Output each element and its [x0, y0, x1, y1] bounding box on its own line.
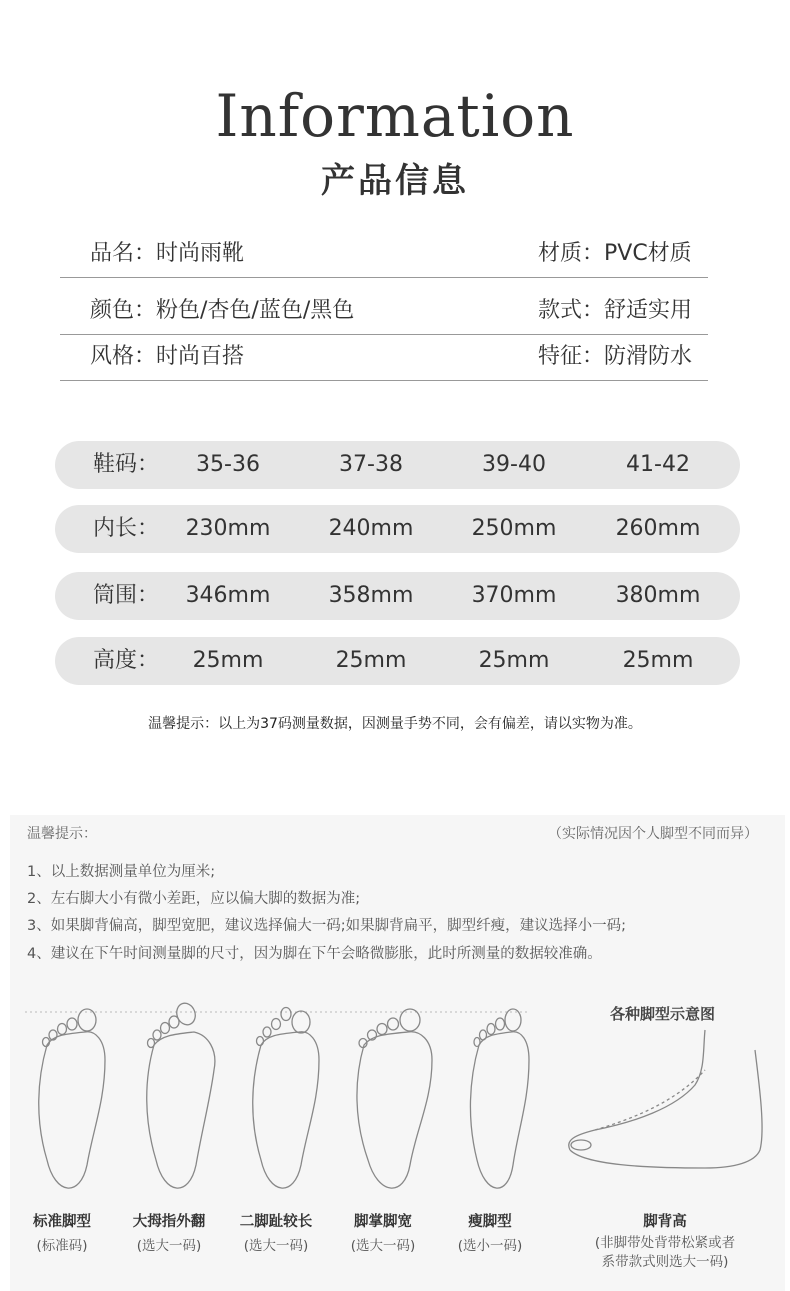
size-cell: 25mm — [192, 648, 264, 673]
foot-label-arch: 脚背高 — [643, 1214, 687, 1230]
size-cell: 25mm — [622, 648, 694, 673]
info-name: 品名：时尚雨靴 — [90, 241, 245, 266]
size-cell: 240mm — [328, 516, 414, 541]
arch-sub-line: (非脚带处背带松紧或者 — [594, 1235, 736, 1251]
info-fashion: 风格：时尚百搭 — [90, 344, 245, 369]
foot-sub-arch — [570, 1234, 760, 1272]
foot-label: 脚掌脚宽 — [354, 1214, 412, 1230]
foot-high-arch-icon — [569, 1030, 762, 1168]
foot-sub: (选大一码) — [243, 1238, 309, 1254]
tips-aside: （实际情况因个人脚型不同而异） — [548, 826, 758, 842]
size-cell: 250mm — [471, 516, 557, 541]
foot-sub: (选大一码) — [136, 1238, 202, 1254]
info-color: 颜色：粉色/杏色/蓝色/黑色 — [90, 298, 355, 323]
foot-label: 大拇指外翻 — [132, 1214, 206, 1230]
size-cell: 358mm — [328, 583, 414, 608]
size-cell: 260mm — [615, 516, 701, 541]
size-row-label: 内长： — [93, 516, 160, 541]
foot-wide-icon — [357, 1009, 432, 1188]
title-chinese: 产品信息 — [321, 161, 469, 201]
tip-item: 4、建议在下午时间测量脚的尺寸，因为脚在下午会略微膨胀，此时所测量的数据较准确。 — [27, 946, 602, 962]
foot-slim-icon — [470, 1009, 529, 1188]
size-cell: 370mm — [471, 583, 557, 608]
diagram-title: 各种脚型示意图 — [609, 1005, 715, 1023]
tip-item: 1、以上数据测量单位为厘米; — [27, 864, 216, 880]
size-cell: 37-38 — [339, 452, 403, 477]
foot-label: 标准脚型 — [33, 1214, 91, 1230]
size-cell: 25mm — [335, 648, 407, 673]
foot-bunion-icon — [147, 1001, 215, 1189]
size-row-label: 筒围： — [93, 583, 160, 608]
size-row-shoe-size — [55, 441, 740, 489]
size-cell: 230mm — [185, 516, 271, 541]
info-row — [60, 288, 708, 335]
info-material: 材质：PVC材质 — [538, 241, 692, 266]
foot-standard-icon — [39, 1009, 105, 1188]
size-cell: 25mm — [478, 648, 550, 673]
size-cell: 41-42 — [626, 452, 690, 477]
tips-heading: 温馨提示： — [27, 826, 97, 842]
foot-sub: (标准码) — [36, 1238, 88, 1254]
info-row — [60, 231, 708, 278]
arch-sub-line: 系带款式则选大一码) — [601, 1254, 729, 1270]
foot-sub: (选大一码) — [350, 1238, 416, 1254]
size-note: 温馨提示：以上为37码测量数据，因测量手势不同，会有偏差，请以实物为准。 — [148, 716, 642, 732]
title-english: Information — [215, 82, 575, 150]
foot-sub: (选小一码) — [457, 1238, 523, 1254]
size-cell: 39-40 — [482, 452, 546, 477]
size-row-circumference — [55, 572, 740, 620]
info-feature: 特征：防滑防水 — [538, 344, 693, 369]
size-row-inner-length — [55, 505, 740, 553]
info-row — [60, 334, 708, 381]
foot-label: 瘦脚型 — [468, 1214, 512, 1230]
size-cell: 35-36 — [196, 452, 260, 477]
size-cell: 380mm — [615, 583, 701, 608]
size-row-label: 高度： — [93, 648, 160, 673]
info-style: 款式：舒适实用 — [538, 298, 693, 323]
tip-item: 2、左右脚大小有微小差距，应以偏大脚的数据为准; — [27, 891, 361, 907]
foot-label: 二脚趾较长 — [239, 1214, 313, 1230]
size-row-label: 鞋码： — [93, 452, 160, 477]
size-row-height — [55, 637, 740, 685]
size-cell: 346mm — [185, 583, 271, 608]
foot-long-second-toe-icon — [253, 1008, 319, 1189]
foot-diagrams — [10, 990, 780, 1205]
tip-item: 3、如果脚背偏高，脚型宽肥，建议选择偏大一码;如果脚背扁平，脚型纤瘦，建议选择小一码; — [27, 918, 626, 934]
